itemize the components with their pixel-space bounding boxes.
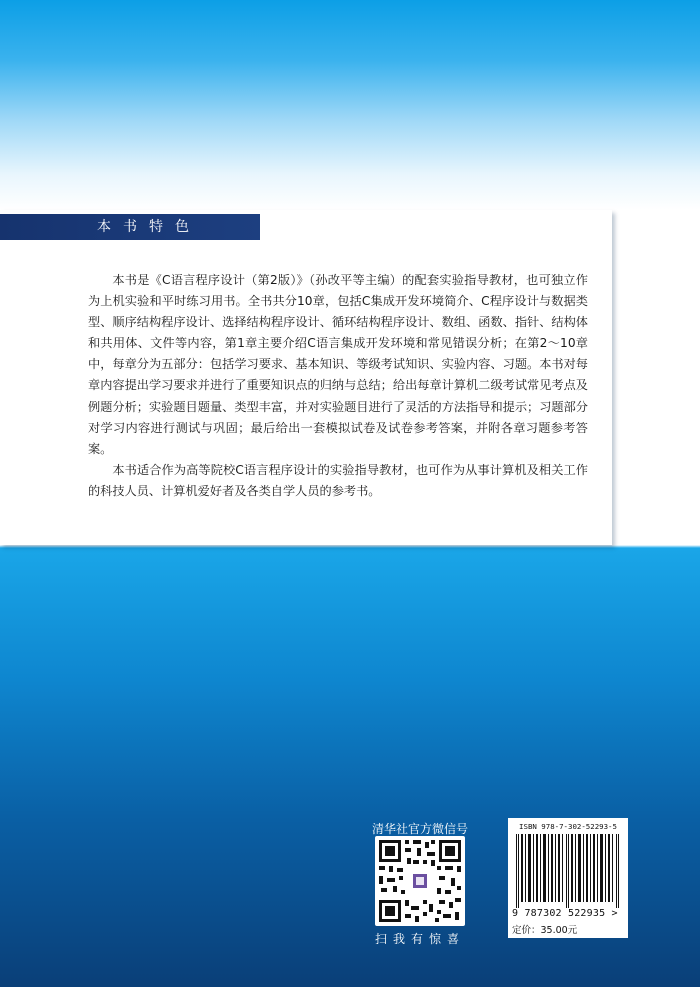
wechat-qr-title: 清华社官方微信号 [371,822,468,836]
qr-code-icon [375,836,465,926]
isbn-number: ISBN 978-7-302-52293-5 [519,822,617,831]
isbn-barcode-block [508,818,628,938]
barcode-digits: 9 787302 522935 > [512,908,618,919]
wechat-qr-caption: 扫我有惊喜 [374,932,465,946]
price-label: 定价：35.00元 [512,925,578,936]
section-title: 本书特色 [97,219,201,235]
intro-paragraph-1: 本书是《C语言程序设计（第2版）》（孙改平等主编）的配套实验指导教材，也可独立作为上机实验和平时练习用书。全书共分10章，包括C集成开发环境简介、C程序设计与数据类型、顺序结构程序设计、选择结构程序设计、循环结构程序设计、数组、函数、指针、结构体和共用体、文件等内容，第1章主要介绍C语言集成开发环境和常见错误分析；在第2～10章中，每章分为五部分：包括学习要求、基本知识、等级考试知识、实验内容、习题。本书对每章内容提出学习要求并进行了重要知识点的归纳与总结；给出每章计算机二级考试常见考点及例题分析；实验题目题量、类型丰富，并对实验题目进行了灵活的方法指导和提示；习题部分对学习内容进行测试与巩固；最后给出一套模拟试卷及试卷参考答案，并附各章习题参考答案。 [88,273,588,456]
wechat-qr-code [375,836,465,926]
barcode-icon [512,834,624,908]
book-intro [88,270,588,502]
intro-paragraph-2: 本书适合作为高等院校C语言程序设计的实验指导教材，也可作为从事计算机及相关工作的科技人员、计算机爱好者及各类自学人员的参考书。 [88,462,588,498]
